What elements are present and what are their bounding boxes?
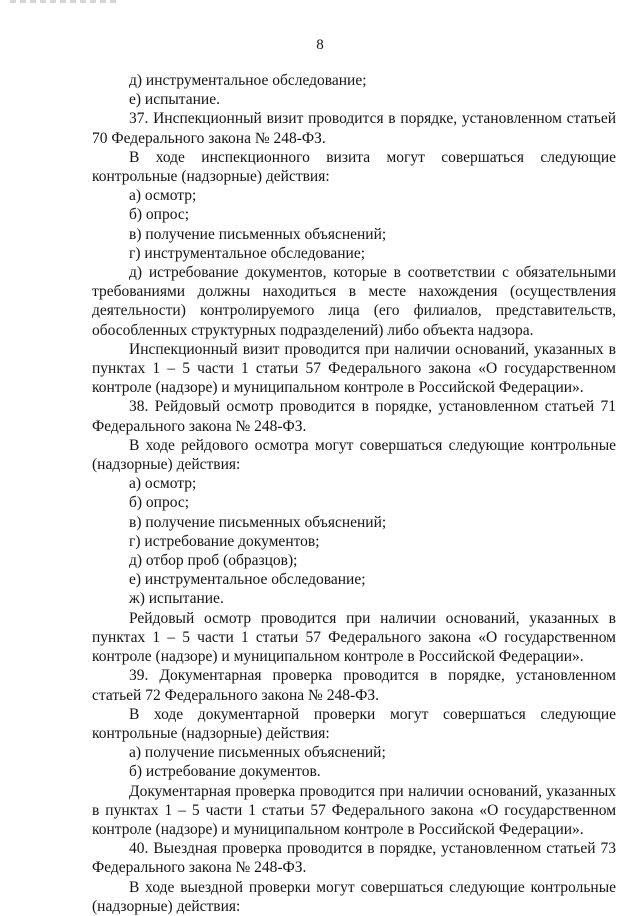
paragraph: 38. Рейдовый осмотр проводится в порядке, установленном статьей 71 Федерального закона № 248-ФЗ. (92, 398, 616, 435)
paragraph: в) получение письменных объяснений; (129, 225, 387, 243)
scan-artifact (10, 0, 120, 3)
paragraph: а) получение письменных объяснений; (129, 744, 386, 762)
paragraph: Документарная проверка проводится при наличии оснований, указанных в пунктах 1 – 5 части 1 статьи 57 Федерального закона «О государственном контроле (надзоре) и муниципальном контроле в Российской Федерации». (92, 782, 616, 838)
paragraph: г) истребование документов; (129, 532, 320, 550)
paragraph: д) истребование документов, которые в соответствии с обязательными требованиями должны находиться в месте нахождения (осуществления деятельности) контролируемого лица (его филиалов, представительств, обособленных структурных подразделений) либо объекта надзора. (92, 264, 616, 339)
paragraph: д) инструментальное обследование; (129, 72, 367, 89)
paragraph: В ходе документарной проверки могут совершаться следующие контрольные (надзорные) действия: (92, 705, 616, 742)
paragraph: 39. Документарная проверка проводится в порядке, установленном статьей 72 Федерального закона № 248-ФЗ. (92, 667, 616, 704)
paragraph: б) истребование документов. (129, 763, 321, 781)
paragraph: б) опрос; (129, 494, 190, 512)
paragraph: В ходе инспекционного визита могут совершаться следующие контрольные (надзорные) действия: (92, 148, 616, 186)
paragraph: В ходе рейдового осмотра могут совершаться следующие контрольные (надзорные) действия: (92, 436, 616, 474)
paragraph: 40. Выездная проверка проводится в порядке, установленном статьей 73 Федерального закона № 248-ФЗ. (92, 840, 616, 877)
paragraph: а) осмотр; (129, 475, 197, 493)
document-body (92, 71, 616, 916)
paragraph: Рейдовый осмотр проводится при наличии оснований, указанных в пунктах 1 – 5 части 1 статьи 57 Федерального закона «О государственном контроле (надзоре) и муниципальном контроле в Российской Федерации». (92, 609, 616, 666)
paragraph: Инспекционный визит проводится при наличии оснований, указанных в пунктах 1 – 5 части 1 статьи 57 Федерального закона «О государственном контроле (надзоре) и муниципальном контроле в Российской Федерации». (92, 340, 616, 397)
paragraph: е) испытание. (129, 91, 220, 109)
paragraph: б) опрос; (129, 206, 190, 224)
paragraph: ж) испытание. (129, 590, 224, 608)
paragraph: е) инструментальное обследование; (129, 571, 366, 589)
paragraph: в) получение письменных объяснений; (129, 513, 387, 531)
paragraph: г) инструментальное обследование; (129, 244, 366, 262)
paragraph: В ходе выездной проверки могут совершаться следующие контрольные (надзорные) действия: (92, 878, 616, 915)
paragraph: д) отбор проб (образцов); (129, 552, 298, 570)
page-number: 8 (316, 37, 324, 53)
paragraph: а) осмотр; (129, 187, 197, 205)
paragraph: 37. Инспекционный визит проводится в порядке, установленном статьей 70 Федерального закона № 248-ФЗ. (92, 110, 616, 147)
